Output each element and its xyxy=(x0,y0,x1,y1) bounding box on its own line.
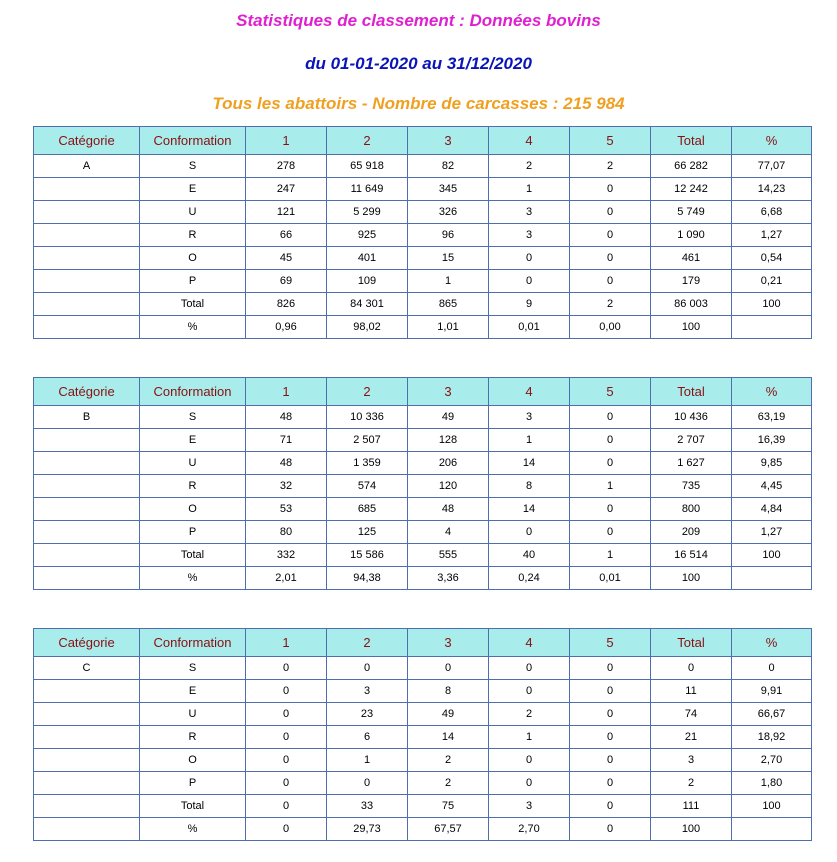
value-cell: 3 xyxy=(651,749,732,772)
category-cell xyxy=(34,247,140,270)
value-cell: 0 xyxy=(246,703,327,726)
column-header: 1 xyxy=(246,127,327,155)
value-cell: 100 xyxy=(651,316,732,339)
value-cell: 69 xyxy=(246,270,327,293)
value-cell: 1,27 xyxy=(732,521,812,544)
value-cell: 82 xyxy=(408,155,489,178)
column-header: Catégorie xyxy=(34,629,140,657)
value-cell: 3 xyxy=(489,224,570,247)
category-cell: B xyxy=(34,406,140,429)
table-row xyxy=(34,270,812,293)
value-cell: 332 xyxy=(246,544,327,567)
category-cell xyxy=(34,429,140,452)
table-row xyxy=(34,544,812,567)
value-cell: 14 xyxy=(489,498,570,521)
value-cell: 63,19 xyxy=(732,406,812,429)
table-header-row xyxy=(34,127,812,155)
value-cell: 29,73 xyxy=(327,818,408,841)
table-header-row xyxy=(34,629,812,657)
value-cell: 0 xyxy=(570,201,651,224)
value-cell: 3 xyxy=(489,795,570,818)
value-cell: 14 xyxy=(408,726,489,749)
column-header: 1 xyxy=(246,378,327,406)
category-cell xyxy=(34,475,140,498)
value-cell: 0 xyxy=(570,703,651,726)
conformation-cell: O xyxy=(140,247,246,270)
column-header: Total xyxy=(651,629,732,657)
value-cell: 0 xyxy=(570,224,651,247)
conformation-cell: R xyxy=(140,475,246,498)
value-cell: 0 xyxy=(489,521,570,544)
value-cell: 14 xyxy=(489,452,570,475)
column-header: Conformation xyxy=(140,378,246,406)
category-cell xyxy=(34,726,140,749)
value-cell: 120 xyxy=(408,475,489,498)
value-cell: 5 299 xyxy=(327,201,408,224)
value-cell: 125 xyxy=(327,521,408,544)
category-cell xyxy=(34,703,140,726)
value-cell: 0 xyxy=(489,270,570,293)
table-row xyxy=(34,155,812,178)
table-row xyxy=(34,498,812,521)
value-cell: 80 xyxy=(246,521,327,544)
value-cell: 48 xyxy=(408,498,489,521)
table-row xyxy=(34,567,812,590)
value-cell: 0,24 xyxy=(489,567,570,590)
value-cell: 826 xyxy=(246,293,327,316)
table-row xyxy=(34,726,812,749)
conformation-cell: S xyxy=(140,657,246,680)
value-cell: 345 xyxy=(408,178,489,201)
value-cell: 0 xyxy=(246,795,327,818)
report-period: du 01-01-2020 au 31/12/2020 xyxy=(305,54,532,73)
value-cell: 0 xyxy=(246,749,327,772)
value-cell: 0 xyxy=(570,452,651,475)
value-cell: 67,57 xyxy=(408,818,489,841)
value-cell: 925 xyxy=(327,224,408,247)
value-cell xyxy=(732,316,812,339)
column-header: 4 xyxy=(489,629,570,657)
column-header: Catégorie xyxy=(34,378,140,406)
value-cell: 0 xyxy=(246,726,327,749)
value-cell: 98,02 xyxy=(327,316,408,339)
conformation-cell: E xyxy=(140,178,246,201)
value-cell: 10 336 xyxy=(327,406,408,429)
value-cell: 100 xyxy=(651,567,732,590)
column-header: 4 xyxy=(489,127,570,155)
table-row xyxy=(34,521,812,544)
value-cell: 2 707 xyxy=(651,429,732,452)
category-cell: C xyxy=(34,657,140,680)
value-cell: 2 xyxy=(408,772,489,795)
value-cell: 0 xyxy=(570,429,651,452)
column-header: 2 xyxy=(327,378,408,406)
table-row xyxy=(34,178,812,201)
value-cell: 23 xyxy=(327,703,408,726)
value-cell: 94,38 xyxy=(327,567,408,590)
value-cell: 71 xyxy=(246,429,327,452)
column-header: 3 xyxy=(408,629,489,657)
value-cell: 12 242 xyxy=(651,178,732,201)
category-cell xyxy=(34,270,140,293)
value-cell: 45 xyxy=(246,247,327,270)
conformation-cell: S xyxy=(140,155,246,178)
value-cell: 0 xyxy=(489,247,570,270)
value-cell: 18,92 xyxy=(732,726,812,749)
value-cell: 14,23 xyxy=(732,178,812,201)
value-cell: 0 xyxy=(570,498,651,521)
value-cell: 9 xyxy=(489,293,570,316)
table-row xyxy=(34,429,812,452)
value-cell: 401 xyxy=(327,247,408,270)
column-header: 3 xyxy=(408,378,489,406)
value-cell: 2,01 xyxy=(246,567,327,590)
column-header: Conformation xyxy=(140,127,246,155)
report-subtitle: Tous les abattoirs - Nombre de carcasses : 215 984 xyxy=(212,94,625,113)
value-cell: 0 xyxy=(489,680,570,703)
conformation-cell: % xyxy=(140,316,246,339)
value-cell: 86 003 xyxy=(651,293,732,316)
value-cell: 48 xyxy=(246,452,327,475)
category-cell xyxy=(34,201,140,224)
column-header: Conformation xyxy=(140,629,246,657)
column-header: 2 xyxy=(327,127,408,155)
value-cell: 10 436 xyxy=(651,406,732,429)
conformation-cell: Total xyxy=(140,795,246,818)
value-cell: 0 xyxy=(570,772,651,795)
category-cell: A xyxy=(34,155,140,178)
value-cell: 15 xyxy=(408,247,489,270)
value-cell: 8 xyxy=(489,475,570,498)
value-cell: 865 xyxy=(408,293,489,316)
value-cell: 128 xyxy=(408,429,489,452)
value-cell: 735 xyxy=(651,475,732,498)
conformation-cell: Total xyxy=(140,544,246,567)
value-cell: 2 507 xyxy=(327,429,408,452)
table-row xyxy=(34,475,812,498)
table-row xyxy=(34,703,812,726)
column-header: 5 xyxy=(570,378,651,406)
column-header: 1 xyxy=(246,629,327,657)
value-cell: 16 514 xyxy=(651,544,732,567)
value-cell: 326 xyxy=(408,201,489,224)
stats-table-c xyxy=(33,628,812,841)
value-cell: 0 xyxy=(246,772,327,795)
value-cell: 179 xyxy=(651,270,732,293)
value-cell: 0 xyxy=(489,657,570,680)
conformation-cell: % xyxy=(140,567,246,590)
value-cell: 33 xyxy=(327,795,408,818)
conformation-cell: U xyxy=(140,703,246,726)
value-cell: 555 xyxy=(408,544,489,567)
value-cell: 21 xyxy=(651,726,732,749)
value-cell: 77,07 xyxy=(732,155,812,178)
value-cell: 0 xyxy=(246,680,327,703)
value-cell: 0,21 xyxy=(732,270,812,293)
value-cell: 2 xyxy=(489,703,570,726)
value-cell: 6 xyxy=(327,726,408,749)
value-cell: 0 xyxy=(489,772,570,795)
value-cell: 8 xyxy=(408,680,489,703)
value-cell: 66,67 xyxy=(732,703,812,726)
value-cell: 3 xyxy=(327,680,408,703)
category-cell xyxy=(34,452,140,475)
value-cell: 0 xyxy=(489,749,570,772)
value-cell xyxy=(732,567,812,590)
stats-table-a xyxy=(33,126,812,339)
value-cell: 3 xyxy=(489,406,570,429)
value-cell: 111 xyxy=(651,795,732,818)
value-cell: 1,80 xyxy=(732,772,812,795)
value-cell: 1 xyxy=(489,429,570,452)
table-row xyxy=(34,316,812,339)
value-cell: 16,39 xyxy=(732,429,812,452)
value-cell: 1 xyxy=(489,726,570,749)
value-cell: 1 xyxy=(570,544,651,567)
value-cell: 74 xyxy=(651,703,732,726)
value-cell: 66 xyxy=(246,224,327,247)
value-cell: 1 359 xyxy=(327,452,408,475)
conformation-cell: E xyxy=(140,429,246,452)
value-cell: 1 090 xyxy=(651,224,732,247)
value-cell: 53 xyxy=(246,498,327,521)
value-cell: 278 xyxy=(246,155,327,178)
value-cell: 2,70 xyxy=(732,749,812,772)
table-row xyxy=(34,680,812,703)
value-cell: 15 586 xyxy=(327,544,408,567)
value-cell: 4 xyxy=(408,521,489,544)
value-cell: 0 xyxy=(570,680,651,703)
value-cell: 574 xyxy=(327,475,408,498)
value-cell: 0,54 xyxy=(732,247,812,270)
value-cell: 1,01 xyxy=(408,316,489,339)
value-cell: 247 xyxy=(246,178,327,201)
value-cell: 461 xyxy=(651,247,732,270)
value-cell: 1 xyxy=(489,178,570,201)
table-row xyxy=(34,406,812,429)
column-header: 5 xyxy=(570,127,651,155)
value-cell: 0 xyxy=(246,818,327,841)
category-cell xyxy=(34,293,140,316)
report-title: Statistiques de classement : Données bovins xyxy=(236,11,601,30)
value-cell: 2 xyxy=(570,155,651,178)
conformation-cell: E xyxy=(140,680,246,703)
value-cell: 65 918 xyxy=(327,155,408,178)
value-cell: 0 xyxy=(570,657,651,680)
value-cell: 84 301 xyxy=(327,293,408,316)
value-cell: 109 xyxy=(327,270,408,293)
value-cell: 1 xyxy=(327,749,408,772)
value-cell: 1,27 xyxy=(732,224,812,247)
table-row xyxy=(34,818,812,841)
conformation-cell: S xyxy=(140,406,246,429)
value-cell: 121 xyxy=(246,201,327,224)
category-cell xyxy=(34,544,140,567)
category-cell xyxy=(34,178,140,201)
category-cell xyxy=(34,224,140,247)
conformation-cell: P xyxy=(140,270,246,293)
column-header: % xyxy=(732,127,812,155)
value-cell: 0,96 xyxy=(246,316,327,339)
value-cell: 2 xyxy=(570,293,651,316)
value-cell: 48 xyxy=(246,406,327,429)
value-cell: 100 xyxy=(732,795,812,818)
category-cell xyxy=(34,498,140,521)
value-cell: 0 xyxy=(327,657,408,680)
table-row xyxy=(34,452,812,475)
value-cell: 0 xyxy=(570,178,651,201)
column-header: 4 xyxy=(489,378,570,406)
table-row xyxy=(34,749,812,772)
conformation-cell: U xyxy=(140,452,246,475)
value-cell: 100 xyxy=(732,544,812,567)
table-header-row xyxy=(34,378,812,406)
value-cell: 685 xyxy=(327,498,408,521)
value-cell: 11 xyxy=(651,680,732,703)
value-cell: 0 xyxy=(327,772,408,795)
table-row xyxy=(34,657,812,680)
conformation-cell: O xyxy=(140,749,246,772)
column-header: Catégorie xyxy=(34,127,140,155)
value-cell: 49 xyxy=(408,703,489,726)
value-cell: 0 xyxy=(246,657,327,680)
column-header: Total xyxy=(651,378,732,406)
column-header: 2 xyxy=(327,629,408,657)
value-cell: 40 xyxy=(489,544,570,567)
value-cell: 4,45 xyxy=(732,475,812,498)
category-cell xyxy=(34,772,140,795)
category-cell xyxy=(34,818,140,841)
value-cell: 4,84 xyxy=(732,498,812,521)
value-cell: 0 xyxy=(732,657,812,680)
value-cell: 206 xyxy=(408,452,489,475)
value-cell: 0 xyxy=(651,657,732,680)
conformation-cell: R xyxy=(140,726,246,749)
value-cell: 2 xyxy=(651,772,732,795)
value-cell: 11 649 xyxy=(327,178,408,201)
category-cell xyxy=(34,316,140,339)
conformation-cell: Total xyxy=(140,293,246,316)
conformation-cell: R xyxy=(140,224,246,247)
column-header: 3 xyxy=(408,127,489,155)
value-cell: 0 xyxy=(570,406,651,429)
value-cell: 0 xyxy=(570,247,651,270)
table-row xyxy=(34,201,812,224)
value-cell: 0 xyxy=(570,521,651,544)
value-cell: 0 xyxy=(570,270,651,293)
value-cell: 0,01 xyxy=(570,567,651,590)
category-cell xyxy=(34,567,140,590)
category-cell xyxy=(34,749,140,772)
value-cell: 9,91 xyxy=(732,680,812,703)
conformation-cell: P xyxy=(140,521,246,544)
column-header: 5 xyxy=(570,629,651,657)
table-row xyxy=(34,293,812,316)
value-cell: 66 282 xyxy=(651,155,732,178)
table-row xyxy=(34,772,812,795)
value-cell: 1 xyxy=(408,270,489,293)
value-cell: 3,36 xyxy=(408,567,489,590)
value-cell: 100 xyxy=(651,818,732,841)
value-cell: 75 xyxy=(408,795,489,818)
value-cell: 0 xyxy=(570,726,651,749)
conformation-cell: O xyxy=(140,498,246,521)
category-cell xyxy=(34,795,140,818)
column-header: Total xyxy=(651,127,732,155)
conformation-cell: U xyxy=(140,201,246,224)
value-cell: 32 xyxy=(246,475,327,498)
value-cell: 1 627 xyxy=(651,452,732,475)
value-cell: 0,00 xyxy=(570,316,651,339)
value-cell: 3 xyxy=(489,201,570,224)
category-cell xyxy=(34,680,140,703)
conformation-cell: % xyxy=(140,818,246,841)
value-cell xyxy=(732,818,812,841)
value-cell: 0 xyxy=(570,818,651,841)
value-cell: 0,01 xyxy=(489,316,570,339)
table-row xyxy=(34,795,812,818)
value-cell: 0 xyxy=(570,795,651,818)
value-cell: 209 xyxy=(651,521,732,544)
category-cell xyxy=(34,521,140,544)
value-cell: 2 xyxy=(408,749,489,772)
column-header: % xyxy=(732,629,812,657)
value-cell: 49 xyxy=(408,406,489,429)
value-cell: 100 xyxy=(732,293,812,316)
value-cell: 0 xyxy=(570,749,651,772)
value-cell: 2 xyxy=(489,155,570,178)
value-cell: 6,68 xyxy=(732,201,812,224)
value-cell: 0 xyxy=(408,657,489,680)
value-cell: 5 749 xyxy=(651,201,732,224)
column-header: % xyxy=(732,378,812,406)
table-row xyxy=(34,224,812,247)
value-cell: 96 xyxy=(408,224,489,247)
conformation-cell: P xyxy=(140,772,246,795)
value-cell: 2,70 xyxy=(489,818,570,841)
value-cell: 9,85 xyxy=(732,452,812,475)
stats-table-b xyxy=(33,377,812,590)
value-cell: 1 xyxy=(570,475,651,498)
value-cell: 800 xyxy=(651,498,732,521)
table-row xyxy=(34,247,812,270)
